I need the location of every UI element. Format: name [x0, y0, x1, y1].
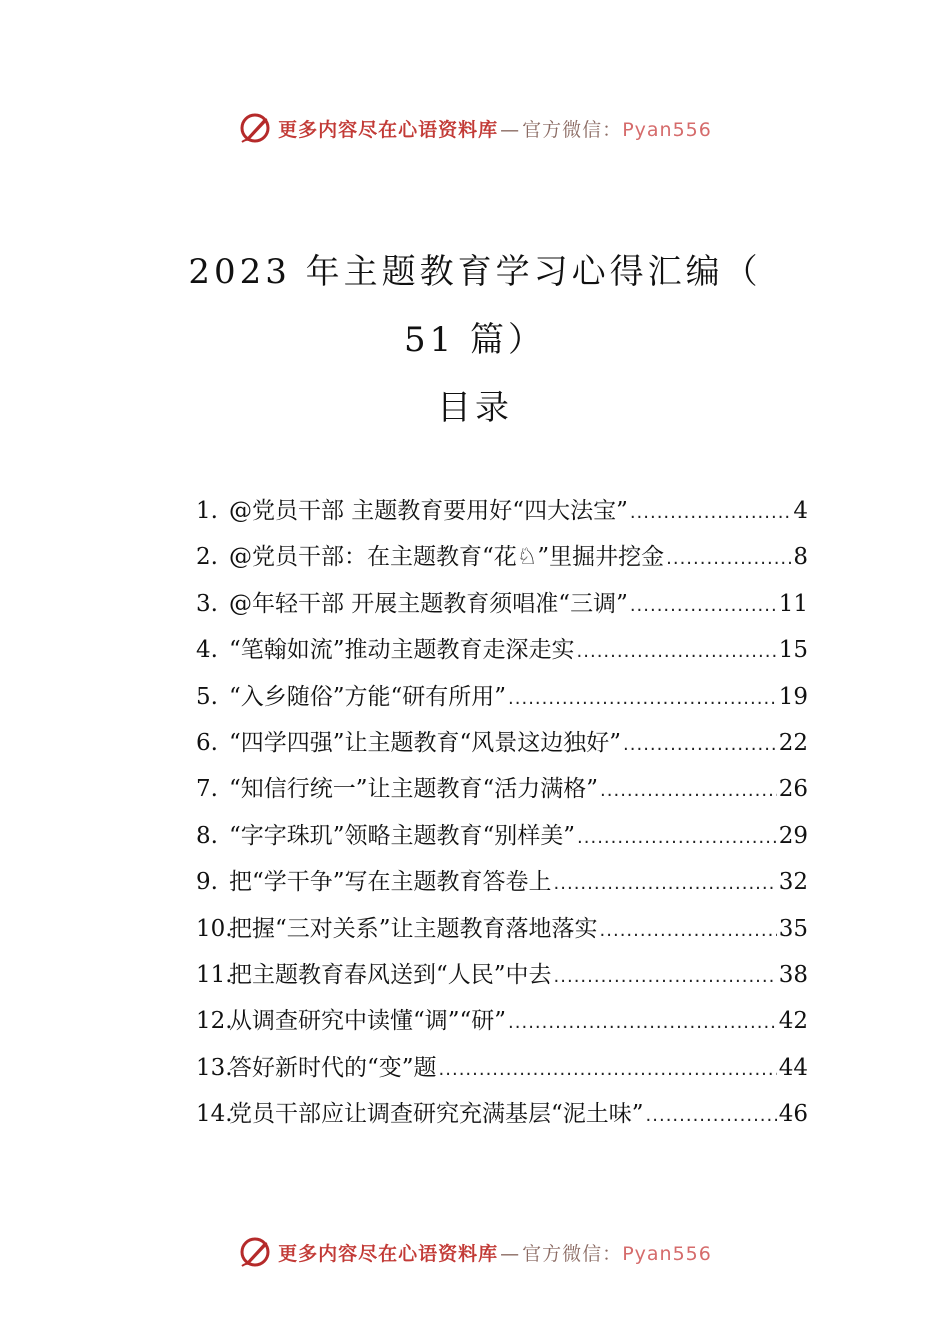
toc-number: 2. [196, 544, 218, 571]
watermark-wechat-id: Pyan556 [622, 118, 712, 141]
toc-title: “入乡随俗”方能“研有所用” [229, 683, 507, 710]
toc-page: 22 [778, 729, 808, 756]
toc-number: 10. [196, 915, 233, 942]
quill-logo-icon [238, 1235, 272, 1269]
toc-page: 19 [778, 683, 808, 710]
toc-leader [554, 966, 777, 987]
toc-leader [600, 920, 777, 941]
watermark-official: 官方微信： [522, 1242, 623, 1265]
watermark-wechat-id: Pyan556 [622, 1242, 712, 1265]
toc-entry-13[interactable] [196, 1049, 808, 1095]
toc-entry-10[interactable] [196, 910, 808, 956]
toc-page: 44 [778, 1054, 808, 1081]
toc-title: @党员干部：在主题教育“花♘”里掘井挖金 [229, 544, 665, 571]
toc-leader [600, 780, 777, 801]
toc-page: 29 [778, 822, 808, 849]
toc-title: “四学四强”让主题教育“风景这边独好” [229, 729, 622, 756]
toc-entry-1[interactable] [196, 492, 808, 538]
watermark-official: 官方微信： [522, 118, 623, 141]
toc-number: 9. [196, 869, 218, 896]
toc-number: 4. [196, 637, 218, 664]
toc-title: 答好新时代的“变”题 [229, 1054, 437, 1081]
toc-page: 35 [778, 915, 808, 942]
quill-logo-icon [238, 111, 272, 145]
toc-entry-7[interactable] [196, 770, 808, 816]
toc-entry-2[interactable] [196, 538, 808, 584]
toc-entry-11[interactable] [196, 956, 808, 1002]
watermark-text [278, 115, 712, 142]
toc-entry-8[interactable] [196, 817, 808, 863]
watermark-cn: 更多内容尽在心语资料库 [278, 1242, 499, 1265]
toc-number: 3. [196, 590, 218, 617]
toc-entry-14[interactable] [196, 1095, 808, 1141]
watermark-dash: — [500, 118, 521, 141]
toc-number: 13. [196, 1054, 233, 1081]
watermark-cn: 更多内容尽在心语资料库 [278, 118, 499, 141]
toc-page: 8 [793, 544, 808, 571]
toc-title: 把主题教育春风送到“人民”中去 [229, 961, 552, 988]
toc-title: “知信行统一”让主题教育“活力满格” [229, 776, 599, 803]
toc-leader [439, 1059, 777, 1080]
toc-number: 12. [196, 1008, 233, 1035]
footer-watermark [0, 1232, 950, 1272]
toc-entry-6[interactable] [196, 724, 808, 770]
toc-number: 7. [196, 776, 218, 803]
toc-page: 46 [778, 1101, 808, 1128]
toc-title: “笔翰如流”推动主题教育走深走实 [229, 637, 575, 664]
toc-title: 从调查研究中读懂“调”“研” [229, 1008, 507, 1035]
toc-leader [577, 641, 777, 662]
toc-number: 14. [196, 1101, 233, 1128]
toc-entry-5[interactable] [196, 678, 808, 724]
toc-page: 4 [793, 498, 808, 524]
toc-title: 把“学干争”写在主题教育答卷上 [229, 869, 552, 896]
toc-page: 38 [778, 961, 808, 988]
toc-number: 5. [196, 683, 218, 710]
toc-number: 8. [196, 822, 218, 849]
watermark-dash: — [500, 1242, 521, 1265]
toc-number: 1. [196, 498, 218, 524]
toc-title: 党员干部应让调查研究充满基层“泥土味” [229, 1101, 644, 1128]
toc-page: 15 [778, 637, 808, 664]
watermark-text [278, 1239, 712, 1266]
toc-page: 11 [778, 590, 808, 617]
toc-entry-4[interactable] [196, 631, 808, 677]
toc-title: @党员干部 主题教育要用好“四大法宝” [229, 498, 628, 524]
table-of-contents [196, 492, 808, 1141]
toc-entry-9[interactable] [196, 863, 808, 909]
toc-heading: 目录 [437, 388, 513, 428]
toc-leader [666, 548, 791, 569]
toc-leader [646, 1105, 777, 1126]
toc-page: 42 [778, 1008, 808, 1035]
toc-leader [623, 734, 777, 755]
header-watermark [0, 108, 950, 148]
toc-entry-3[interactable] [196, 585, 808, 631]
toc-entry-12[interactable] [196, 1002, 808, 1048]
toc-title: 把握“三对关系”让主题教育落地落实 [229, 915, 598, 942]
toc-number: 6. [196, 729, 218, 756]
toc-title: @年轻干部 开展主题教育须唱准“三调” [229, 590, 628, 617]
toc-title: “字字珠玑”领略主题教育“别样美” [229, 822, 576, 849]
document-title-line1: 2023 年主题教育学习心得汇编（ [188, 252, 762, 292]
toc-page: 32 [778, 869, 808, 896]
toc-page: 26 [778, 776, 808, 803]
toc-leader [630, 502, 792, 523]
toc-leader [554, 873, 777, 894]
toc-number: 11. [196, 961, 233, 988]
document-title-line2: 51 篇） [403, 320, 547, 360]
toc-leader [577, 827, 777, 848]
toc-leader [630, 595, 777, 616]
toc-leader [508, 688, 777, 709]
toc-leader [508, 1012, 777, 1033]
